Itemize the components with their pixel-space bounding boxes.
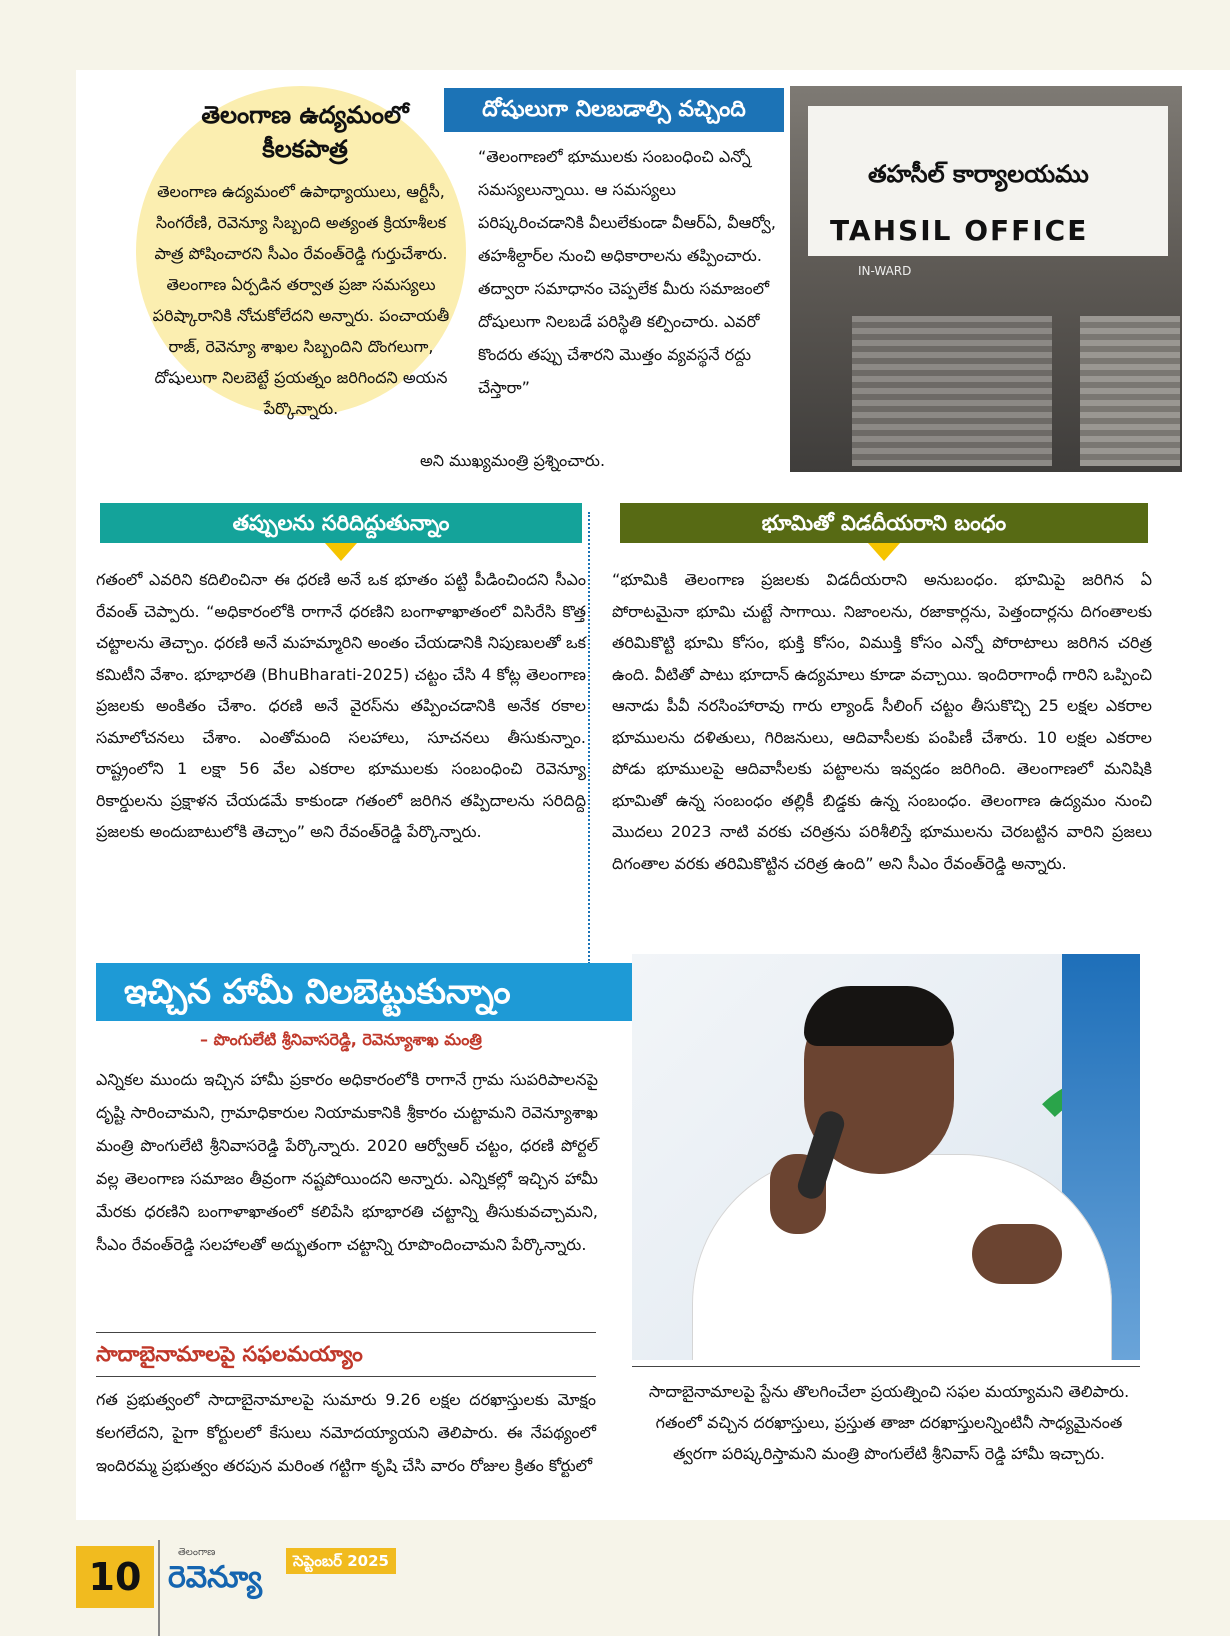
right-header-pointer-icon	[868, 543, 900, 561]
quote-body: “తెలంగాణలో భూములకు సంబంధించి ఎన్నో సమస్యలున్నాయి. ఆ సమస్యలు పరిష్కరించడానికి వీలులేకుండా వీఆర్‌ఏ, వీఆర్వో, తహశీల్దార్‌ల నుంచి అధికారాలను తప్పించారు. తద్వారా సమాధానం చెప్పలేక మీరు సమాజంలో దోషులుగా నిలబడే పరిస్థితి కల్పించారు. ఎవరో కొందరు తప్పు చేశారని మొత్తం వ్యవస్థనే రద్దు చేస్తారా”	[478, 147, 776, 397]
inward-label: IN-WARD	[858, 264, 912, 278]
quote-tail: అని ముఖ్యమంత్రి ప్రశ్నించారు.	[420, 451, 606, 470]
circle-body: తెలంగాణ ఉద్యమంలో ఉపాధ్యాయులు, ఆర్టీసీ, సింగరేణి, రెవెన్యూ సిబ్బంది అత్యంత క్రియాశీలక పాత్ర పోషించారని సీఎం రేవంత్‌రెడ్డి గుర్తుచేశారు. తెలంగాణ ఏర్పడిన తర్వాత ప్రజా సమస్యలు పరిష్కారానికి నోచుకోలేదని అన్నారు. పంచాయతీ రాజ్, రెవెన్యూ శాఖల సిబ్బందిని దొంగలుగా, దోషులుగా నిలబెట్టే ప్రయత్నం జరిగిందని అయన పేర్కొన్నారు.	[152, 182, 450, 418]
minister-headline: ఇచ్చిన హామీ నిలబెట్టుకున్నాం	[96, 963, 636, 1021]
minister-body: ఎన్నికల ముందు ఇచ్చిన హామీ ప్రకారం అధికారంలోకి రాగానే గ్రామ సుపరిపాలనపై దృష్టి సారించామని, గ్రామాధికారుల నియామకానికి శ్రీకారం చుట్టామని రెవెన్యూశాఖ మంత్రి పొంగులేటి శ్రీనివాసరెడ్డి పేర్కొన్నారు. 2020 ఆర్వోఆర్ చట్టం, ధరణి పోర్టల్ వల్ల తెలంగాణ సమాజం తీవ్రంగా నష్టపోయిందని అన్నారు. ఎన్నికల్లో ఇచ్చిన హామీ మేరకు ధరణిని బంగాళాఖాతంలో కలిపేసి భూభారతి చట్టాన్ని తీసుకువచ్చామని, సీఎం రేవంత్‌రెడ్డి సలహాలతో అద్భుతంగా చట్టాన్ని రూపొందించామని పేర్కొన్నారు.	[96, 1070, 598, 1254]
sign-telugu: తహసీల్ కార్యాలయము	[868, 160, 1089, 188]
footer-date: సెప్టెంబర్ 2025	[286, 1548, 396, 1574]
sub-body: గత ప్రభుత్వంలో సాదాబైనామాలపై సుమారు 9.26 లక్షల దరఖాస్తులకు మోక్షం కలగలేదని, పైగా కోర్టులలో కేసులు నమోదయ్యాయని తెలిపారు. ఈ నేపథ్యంలో ఇందిరమ్మ ప్రభుత్వం తరపున మరింత గట్టిగా కృషి చేసి వారం రోజుల క్రితం కోర్టులో	[96, 1390, 596, 1475]
shutter-left	[852, 316, 1052, 466]
photo-caption: సాదాబైనామాలపై స్టేను తొలగించేలా ప్రయత్నించి సఫల మయ్యామని తెలిపారు. గతంలో వచ్చిన దరఖాస్తులు, ప్రస్తుత తాజా దరఖాస్తులన్నింటినీ సాధ్యమైనంత త్వరగా పరిష్కరిస్తామని మంత్రి పొంగులేటి శ్రీనివాస్ రెడ్డి హామీ ఇచ్చారు.	[648, 1382, 1130, 1463]
sub-head-rule-top	[96, 1332, 596, 1333]
left-header-pointer-icon	[325, 543, 357, 561]
minister-hair	[804, 986, 954, 1046]
shutter-right	[1080, 316, 1180, 466]
column-divider	[588, 512, 590, 964]
quote-header: దోషులుగా నిలబడాల్సి వచ్చింది	[444, 88, 784, 132]
tahsil-office-photo	[790, 86, 1182, 472]
page-number: 10	[76, 1546, 154, 1608]
left-section-header: తప్పులను సరిదిద్దుతున్నాం	[100, 503, 582, 543]
footer-brand: రెవెన్యూ	[168, 1560, 262, 1595]
right-section-body: “భూమికి తెలంగాణ ప్రజలకు విడదీయరాని అనుబంధం. భూమిపై జరిగిన ఏ పోరాటమైనా భూమి చుట్టే సాగాయి. నిజాంలను, రజాకార్లను, పెత్తందార్లను దిగంతాలకు తరిమికొట్టి భూమి కోసం, భుక్తి కోసం, విముక్తి కోసం ఎన్నో పోరాటాలు జరిగిన చరిత్ర ఉంది. వీటితో పాటు భూదాన్ ఉద్యమాలు కూడా వచ్చాయి. ఇందిరాగాంధీ గారిని ఒప్పించి ఆనాడు పీవీ నరసింహారావు గారు ల్యాండ్ సీలింగ్ చట్టం తీసుకొచ్చి 25 లక్షల ఎకరాల భూములను దళితులు, గిరిజనులు, ఆదివాసీలకు పంపిణీ చేశారు. 10 లక్షల ఎకరాల పోడు భూములపై ఆదివాసీలకు పట్టాలను ఇవ్వడం జరిగింది. తెలంగాణలో మనిషికి భూమితో ఉన్న సంబంధం తల్లికీ బిడ్డకు ఉన్న సంబంధం. తెలంగాణ ఉద్యమం నుంచి మొదలు 2023 నాటి వరకు చరిత్రను పరిశీలిస్తే భూములను చెరబట్టిన వారిని ప్రజలు దిగంతాల వరకు తరిమికొట్టిన చరిత్ర ఉంది” అని సీఎం రేవంత్‌రెడ్డి అన్నారు.	[612, 570, 1152, 873]
footer-divider	[158, 1540, 160, 1636]
caption-rule	[632, 1366, 1140, 1367]
right-section-header: భూమితో విడదీయరాని బంధం	[620, 503, 1148, 543]
minister-gesture-hand	[972, 1224, 1062, 1284]
left-section-body: గతంలో ఎవరిని కదిలించినా ఈ ధరణి అనే ఒక భూతం పట్టి పీడించిందని సీఎం రేవంత్ చెప్పారు. “అధికారంలోకి రాగానే ధరణిని బంగాళాఖాతంలో విసిరేసి కొత్త చట్టాలను తెచ్చాం. ధరణి అనే మహమ్మారిని అంతం చేయడానికి నిపుణులతో ఒక కమిటీని వేశాం. భూభారతి (BhuBharati-2025) చట్టం చేసి 4 కోట్ల తెలంగాణ ప్రజలకు అంకితం చేశాం. ధరణి అనే వైరస్‌ను తప్పించడానికి అనేక రకాల సమాలోచనలు చేశాం. ఎంతోమంది సలహాలు, సూచనలు తీసుకున్నాం. రాష్ట్రంలోని 1 లక్షా 56 వేల ఎకరాల భూములకు సంబంధించి రెవెన్యూ రికార్డులను ప్రక్షాళన చేయడమే కాకుండా గతంలో జరిగిన తప్పిదాలను సరిదిద్ది ప్రజలకు అందుబాటులోకి తెచ్చాం” అని రేవంత్‌రెడ్డి పేర్కొన్నారు.	[96, 570, 586, 841]
minister-photo	[632, 954, 1140, 1360]
footer-brand-small: తెలంగాణ	[178, 1547, 216, 1558]
sign-english: TAHSIL OFFICE	[830, 214, 1089, 247]
circle-title: తెలంగాణ ఉద్యమంలో కీలకపాత్ర	[201, 101, 409, 163]
sub-head-rule-bottom	[96, 1376, 596, 1377]
office-signboard	[808, 106, 1168, 256]
sub-head: సాదాబైనామాలపై సఫలమయ్యాం	[96, 1342, 363, 1366]
minister-byline: – పొంగులేటి శ్రీనివాసరెడ్డి, రెవెన్యూశాఖ మంత్రి	[200, 1030, 482, 1049]
